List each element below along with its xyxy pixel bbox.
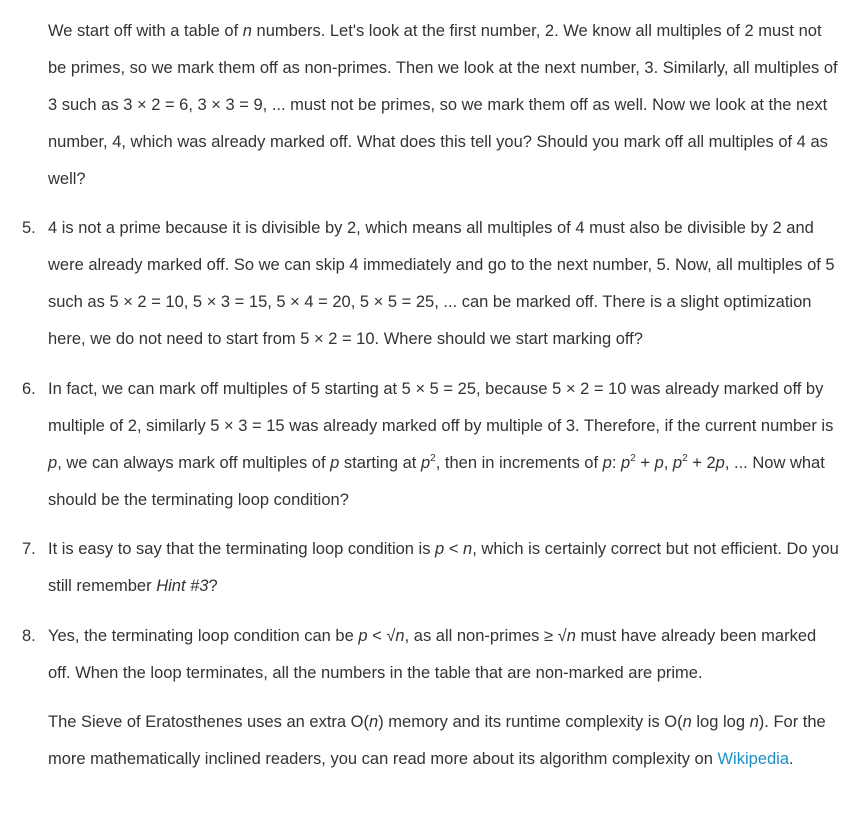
list-number-5: 5.: [22, 219, 36, 237]
list-number-7: 7.: [22, 540, 36, 558]
wikipedia-link[interactable]: Wikipedia: [717, 750, 790, 768]
summary-paragraph: The Sieve of Eratosthenes uses an extra O(n) memory and its runtime complexity is O(n log log n). For the more mathematically inclined readers, you can read more about its algorithm complexity on Wikipedia.: [48, 713, 826, 768]
list-item-7: It is easy to say that the terminating loop condition is p < n, which is certainly correct but not efficient. Do you still remember Hint #3?: [48, 540, 839, 595]
intro-paragraph: We start off with a table of n numbers. Let's look at the first number, 2. We know all multiples of 2 must not be primes, so we mark them off as non-primes. Then we look at the next number, 3. Similarly, all multiples of 3 such as 3 × 2 = 6, 3 × 3 = 9, ... must not be primes, so we mark them off as well. Now we look at the next number, 4, which was already marked off. What does this tell you? Should you mark off all multiples of 4 as well?: [48, 22, 838, 188]
hint-reference: Hint #3: [156, 577, 209, 595]
list-number-8: 8.: [22, 627, 36, 645]
list-item-5: 4 is not a prime because it is divisible by 2, which means all multiples of 4 must also be divisible by 2 and were already marked off. So we can skip 4 immediately and go to the next number, 5. Now, all multiples of 5 such as 5 × 2 = 10, 5 × 3 = 15, 5 × 4 = 20, 5 × 5 = 25, ... can be marked off. There is a slight optimization here, we do not need to start from 5 × 2 = 10. Where should we start marking off?: [48, 219, 835, 348]
list-item-6: In fact, we can mark off multiples of 5 starting at 5 × 5 = 25, because 5 × 2 = 10 was already marked off by multiple of 2, similarly 5 × 3 = 15 was already marked off by multiple of 3. Therefore, if the current number is p, we can always mark off multiples of p starting at $p^2$, then in increments of p: $p^2 + p$, $p^2 + 2p$, ... Now what should be the terminating loop condition?: [48, 380, 834, 509]
list-item-8: Yes, the terminating loop condition can be p < √n, as all non-primes ≥ √n must have already been marked off. When the loop terminates, all the numbers in the table that are non-marked are prime.: [48, 627, 817, 682]
list-number-6: 6.: [22, 380, 36, 398]
